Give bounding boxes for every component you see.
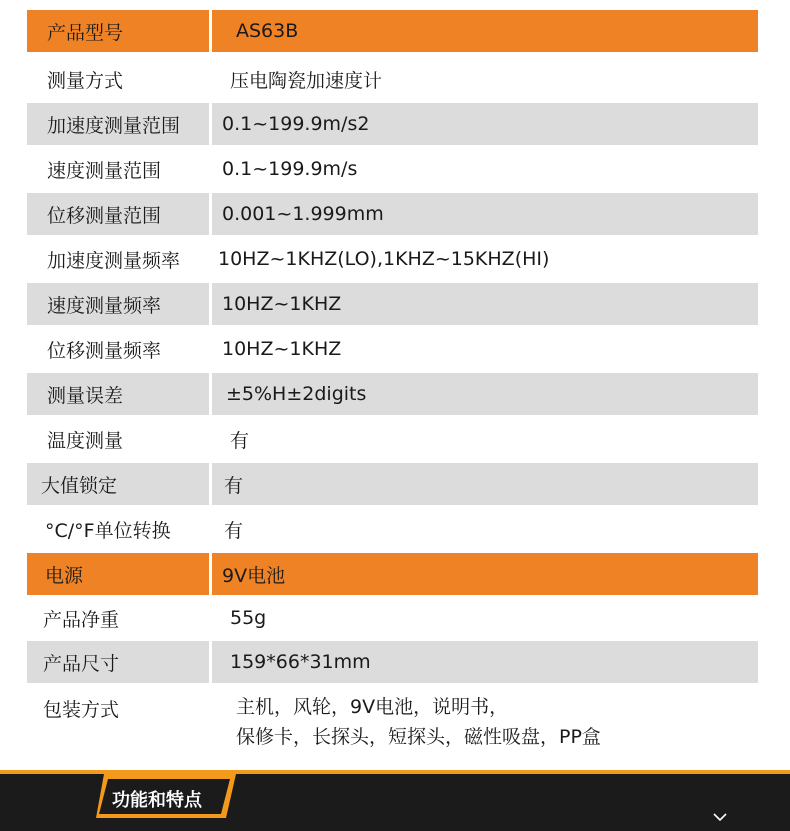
spec-label: 速度测量频率 <box>27 283 209 325</box>
spec-value: 有 <box>212 505 758 553</box>
spec-value-line: 保修卡，长探头，短探头，磁性吸盘，PP盒 <box>236 726 601 748</box>
spec-label: 电源 <box>27 553 209 595</box>
spec-label: 加速度测量范围 <box>27 103 209 145</box>
spec-row-displacement-range <box>27 193 758 235</box>
spec-label: 产品尺寸 <box>27 641 209 683</box>
spec-value-line: 主机，风轮，9V电池，说明书， <box>236 696 509 718</box>
section-header-title: 功能和特点 <box>112 790 202 811</box>
spec-value: 0.001~1.999mm <box>212 193 758 235</box>
spec-value: 10HZ~1KHZ <box>212 325 758 373</box>
spec-label: 位移测量频率 <box>27 325 209 373</box>
spec-row-power <box>27 553 758 595</box>
spec-label: 产品净重 <box>27 595 209 641</box>
spec-value: 159*66*31mm <box>212 641 758 683</box>
spec-label: 测量误差 <box>27 373 209 415</box>
spec-value-multiline <box>212 683 758 763</box>
spec-row-temperature <box>27 415 758 463</box>
spec-row-error <box>27 373 758 415</box>
spec-value: 9V电池 <box>212 553 758 595</box>
spec-row-max-hold <box>27 463 758 505</box>
spec-label: 温度测量 <box>27 415 209 463</box>
spec-value: 有 <box>212 463 758 505</box>
spec-label: 包装方式 <box>27 683 209 763</box>
spec-value: 55g <box>212 595 758 641</box>
spec-value: 0.1~199.9m/s <box>212 145 758 193</box>
spec-label: 位移测量范围 <box>27 193 209 235</box>
spec-row-unit-conversion <box>27 505 758 553</box>
spec-value: 有 <box>212 415 758 463</box>
spec-label: 加速度测量频率 <box>27 235 209 283</box>
spec-row-packaging <box>27 683 758 763</box>
spec-value: 10HZ~1KHZ(LO),1KHZ~15KHZ(HI) <box>212 235 758 283</box>
spec-row-model <box>27 10 758 52</box>
spec-label: 测量方式 <box>27 56 209 103</box>
section-header-bar <box>0 770 790 831</box>
spec-value: 压电陶瓷加速度计 <box>212 56 758 103</box>
spec-label: 速度测量范围 <box>27 145 209 193</box>
spec-table <box>27 10 758 763</box>
spec-value: AS63B <box>212 10 758 52</box>
spec-row-velocity-range <box>27 145 758 193</box>
spec-label: °C/°F单位转换 <box>27 505 209 553</box>
spec-row-accel-range <box>27 103 758 145</box>
spec-row-net-weight <box>27 595 758 641</box>
spec-value: 10HZ~1KHZ <box>212 283 758 325</box>
spec-label: 产品型号 <box>27 10 209 52</box>
spec-row-displacement-frequency <box>27 325 758 373</box>
spec-row-velocity-frequency <box>27 283 758 325</box>
spec-row-measure-method <box>27 56 758 103</box>
spec-value: ±5%H±2digits <box>212 373 758 415</box>
spec-value: 0.1~199.9m/s2 <box>212 103 758 145</box>
spec-row-dimensions <box>27 641 758 683</box>
spec-label: 大值锁定 <box>27 463 209 505</box>
chevron-down-icon <box>713 812 727 822</box>
spec-row-accel-frequency <box>27 235 758 283</box>
